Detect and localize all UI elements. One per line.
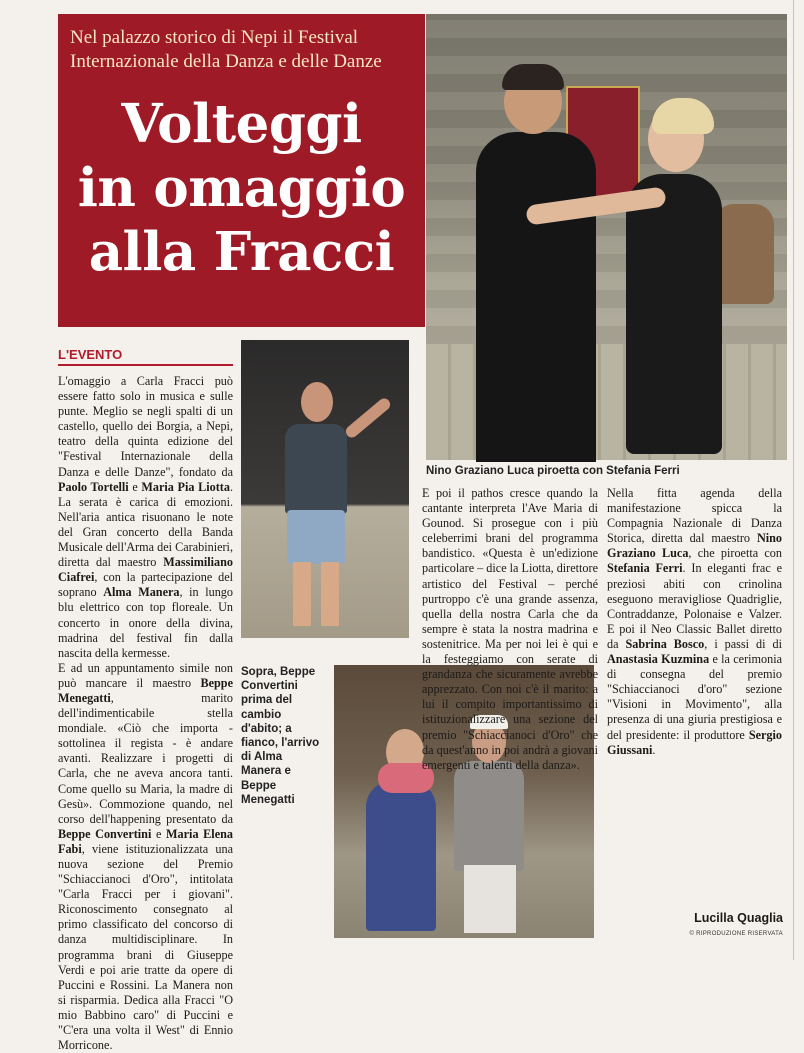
article-text: , che piroetta con — [688, 546, 782, 561]
article-text: , i passi di di — [704, 636, 782, 651]
photo-convertini — [241, 340, 409, 638]
article-text: e la cerimonia di consegna del premio "Schiaccianoci d'oro" sezione "Visioni in Movimento", alla presenza di una giuria prestigiosa e del presidente: il produttore — [607, 652, 782, 742]
photo2-leg — [293, 562, 311, 626]
article-name: Beppe Convertini — [58, 826, 152, 841]
article-text: E poi il pathos cresce quando la cantante interpreta l'Ave Maria di Gounod. Si prosegue con i più celeberrimi brani del programma bandistico. «Questa è un'edizione particolare – dice la Liotta, direttore artistico del Festival – perché purtroppo c'è una grande assenza, quella della nostra Carla che da sempre è stata la nostra madrina e sostenitrice. Ma per noi lei è qui e la festeggiamo con serate di grandanza che sicuramente avrebbe apprezzato. Con noi c'è il marito: a lui il compito importantissimo di istituzionalizzare una sezione del premio "Schiaccianoci d'Oro" che da quest'anno in poi andrà a giovani emergenti e talenti della danza». — [422, 486, 598, 772]
article-name: Sergio Giussani — [607, 727, 782, 757]
article-text: E ad un appuntamento simile non può mancare il maestro — [58, 660, 233, 690]
article-name: Beppe Menegatti — [58, 675, 233, 705]
article-text: e — [128, 479, 142, 494]
article-column-2 — [422, 486, 598, 772]
article-name: Nino Graziano Luca — [607, 531, 782, 561]
article-text: , viene istituzionalizzata una nuova sezione del Premio "Schiaccianoci d'Oro", intitolata "Carla Fracci per i giovani". Riconoscimento consegnato al primo classificato del concorso di danza multidisciplinare. In programma brani di Giuseppe Verdi e poi arie tratte da opere di Puccini e Rossini. La Manera non si risparmia. Dedica alla Fracci "O mio Babbino caro" di Puccini e "C'era una volta il West" di Ennio Morricone. — [58, 841, 233, 1053]
photo2-head — [301, 382, 333, 422]
photo-dancers — [426, 14, 787, 460]
article-text: Nella fitta agenda della manifestazione spicca la Compagnia Nazionale di Danza Storica, diretta dal maestro — [607, 486, 782, 546]
byline: Lucilla Quaglia — [694, 911, 783, 925]
section-tag: L'EVENTO — [58, 347, 233, 366]
article-name: Maria Pia Liotta — [141, 479, 230, 494]
article-text: L'omaggio a Carla Fracci può essere fatto solo in musica e sulle punte. Meglio se negli spalti di un castello, quello dei Borgia, a Nepi, teatro della quinta edizione del "Festival Internazionale della Danza e delle Danze", fondato da — [58, 374, 233, 479]
article-text: , in lungo blu elettrico con top floreale. Un concerto in onore della divina, madrina del festival fin dalla nascita della kermesse. — [58, 585, 233, 660]
article-text: , con la partecipazione del soprano — [58, 570, 233, 600]
article-column-1 — [58, 374, 233, 1053]
kicker: Nel palazzo storico di Nepi il Festival Internazionale della Danza e delle Danze — [70, 27, 382, 72]
article-text: . La serata è carica di emozioni. Nell'aria antica risuonano le note del Gran concerto della Banda Musicale dell'Arma dei Carabinieri, diretta dal maestro — [58, 479, 233, 570]
photo-main-caption: Nino Graziano Luca piroetta con Stefania Ferri — [426, 465, 680, 477]
photo-man-hair — [502, 64, 564, 90]
photo-vase — [714, 204, 774, 304]
article-name: Sabrina Bosco — [625, 636, 705, 651]
article-name: Massimiliano Ciafrei — [58, 555, 233, 585]
article-name: Stefania Ferri — [607, 561, 683, 576]
photo-side-caption: Sopra, Beppe Convertini prima del cambio d'abito; a fianco, l'arrivo di Alma Manera e Beppe Menegatti — [241, 666, 320, 806]
headline-line-3: alla Fracci — [88, 221, 395, 283]
headline-block — [58, 14, 425, 327]
article-text: . In eleganti frac e preziosi abiti con crinolina eseguono meravigliose Quadriglie, Contraddanze, Polonaise e Valzer. E poi il Neo Classic Ballet diretto da — [607, 561, 782, 651]
headline-title — [58, 92, 425, 284]
photo2-shorts — [287, 510, 345, 564]
article-name: Maria Elena Fabi — [58, 826, 233, 856]
article-text: , marito dell'indimenticabile stella mondiale. «Ciò che importa - sottolinea il regista - è andare avanti. Realizzare i progetti di Carla, che ne aveva ancora tanti. Come quello su Maria, la madre di Gesù». Commozione quando, nel corso dell'happening presentato da — [58, 690, 233, 826]
photo3-man-trousers — [464, 865, 516, 933]
headline-line-1: Volteggi — [121, 93, 362, 155]
page-edge-rule — [793, 0, 794, 960]
photo2-arm — [343, 396, 392, 440]
article-text: e — [151, 826, 167, 841]
article-column-3 — [607, 486, 782, 906]
article-name: Paolo Tortelli — [58, 479, 129, 494]
headline-line-2: in omaggio — [77, 157, 406, 219]
photo-man-figure — [476, 132, 596, 462]
article-name: Anastasia Kuzmina — [607, 652, 710, 667]
photo3-man-jacket — [454, 761, 524, 871]
photo2-shirt — [285, 424, 347, 514]
photo3-dress — [366, 781, 436, 931]
article-text: . — [652, 742, 656, 757]
photo-woman-figure — [626, 174, 722, 454]
photo2-leg — [321, 562, 339, 626]
copyright-notice: © RIPRODUZIONE RISERVATA — [689, 931, 783, 937]
article-name: Alma Manera — [103, 585, 180, 600]
